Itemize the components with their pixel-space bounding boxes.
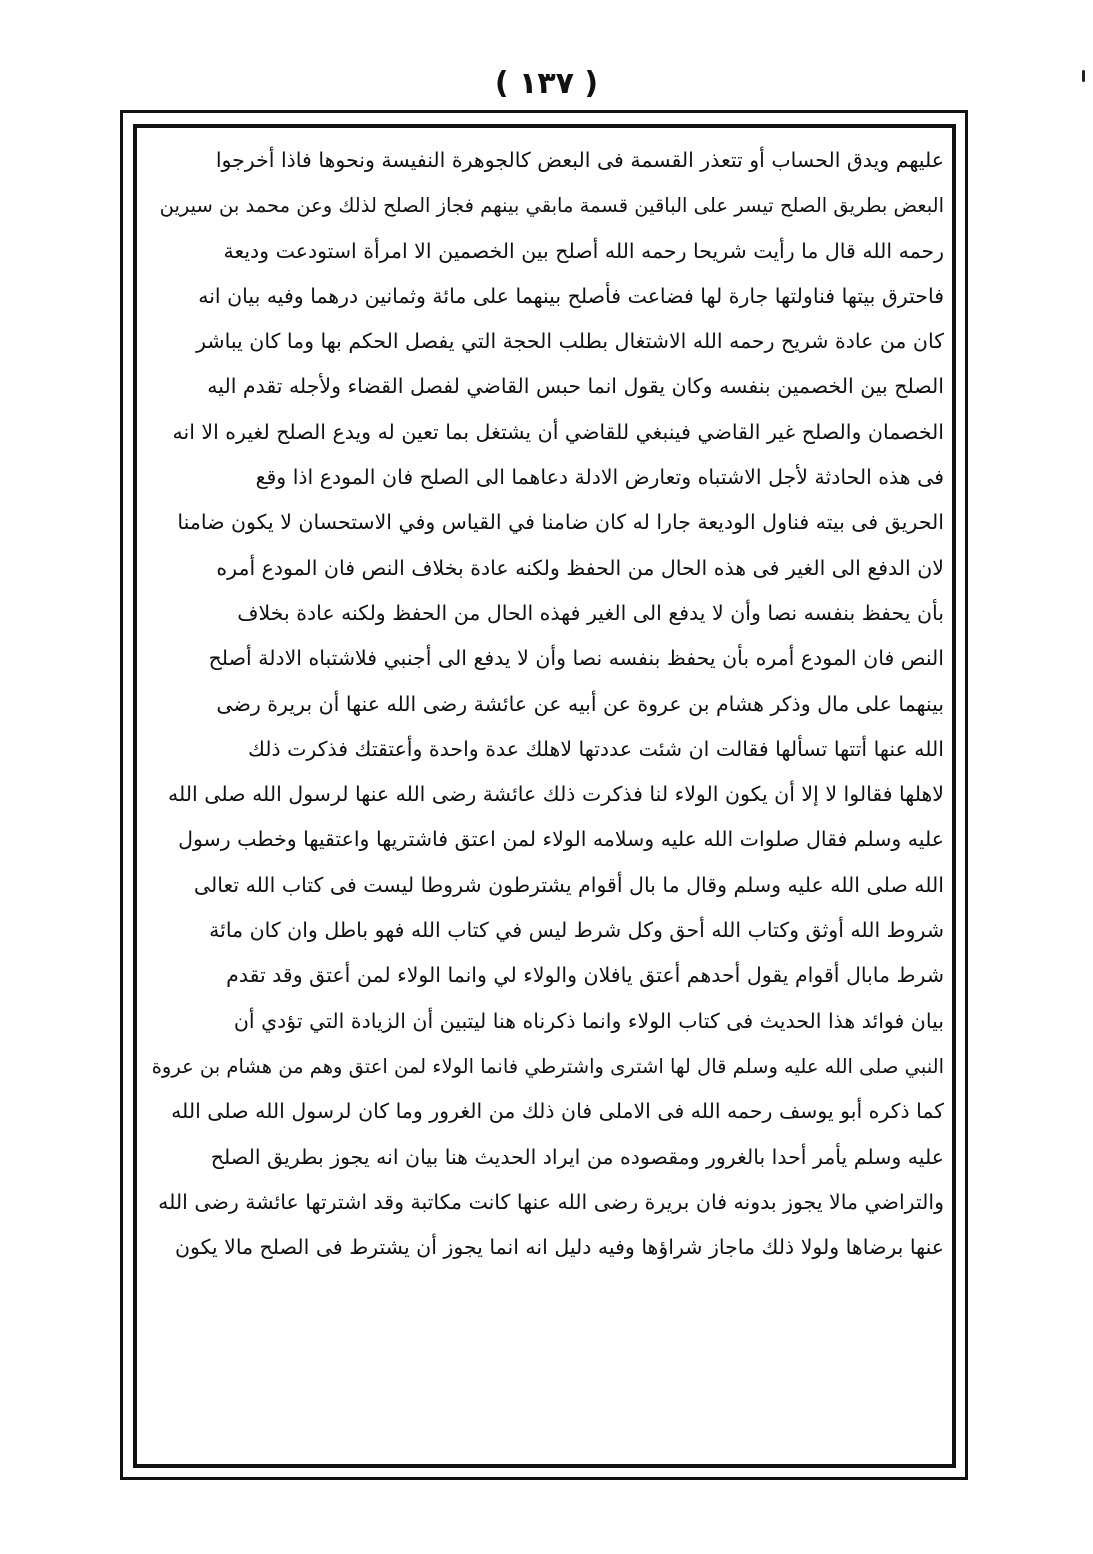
text-line: شرط مابال أقوام يقول أحدهم أعتق يافلان والولاء لي وانما الولاء لمن أعتق وقد تقدم: [226, 963, 944, 988]
body-text: [144, 138, 944, 1454]
text-line: بيان فوائد هذا الحديث فى كتاب الولاء وانما ذكرناه هنا ليتبين أن الزيادة التي تؤدي أن: [233, 1008, 944, 1033]
text-line: كما ذكره أبو يوسف رحمه الله فى الاملى فان ذلك من الغرور وما كان لرسول الله صلى الله: [171, 1099, 944, 1124]
text-line: فاحترق بيتها فناولتها جارة لها فضاعت فأصلح بينهما على مائة وثمانين درهما وفيه بيان انه: [198, 283, 944, 308]
text-line: بينهما على مال وذكر هشام بن عروة عن أبيه عن عائشة رضى الله عنها أن بريرة رضى: [216, 691, 944, 716]
text-line: عنها برضاها ولولا ذلك ماجاز شراؤها وفيه دليل انه انما يجوز أن يشترط فى الصلح مالا يكون: [174, 1235, 944, 1260]
text-line: الله صلى الله عليه وسلم وقال ما بال أقوام يشترطون شروطا ليست فى كتاب الله تعالى: [193, 872, 944, 897]
text-line: فى هذه الحادثة لأجل الاشتباه وتعارض الادلة دعاهما الى الصلح فان المودع اذا وقع: [255, 465, 944, 490]
text-line: رحمه الله قال ما رأيت شريحا رحمه الله أصلح بين الخصمين الا امرأة استودعت وديعة: [223, 238, 944, 263]
text-line: الحريق فى بيته فناول الوديعة جارا له كان ضامنا في القياس وفي الاستحسان لا يكون ضامنا: [177, 510, 944, 535]
text-line: عليه وسلم فقال صلوات الله عليه وسلامه الولاء لمن اعتق فاشتريها واعتقيها وخطب رسول: [178, 827, 944, 852]
text-line: البعض بطريق الصلح تيسر على الباقين قسمة مابقي بينهم فجاز الصلح لذلك وعن محمد بن سيرين: [159, 194, 944, 218]
text-line: النص فان المودع أمره بأن يحفظ بنفسه نصا وأن لا يدفع الى أجنبي فلاشتباه الادلة أصلح: [208, 646, 944, 671]
text-line: والتراضي مالا يجوز بدونه فان بريرة رضى الله عنها كانت مكاتبة وقد اشترتها عائشة رضى الله: [158, 1189, 944, 1214]
text-line: بأن يحفظ بنفسه نصا وأن لا يدفع الى الغير فهذه الحال من الحفظ ولكنه عادة بخلاف: [237, 600, 944, 625]
text-line: شروط الله أوثق وكتاب الله أحق وكل شرط ليس في كتاب الله فهو باطل وان كان مائة: [209, 918, 944, 943]
page-number: ( ١٣٧ ): [494, 66, 599, 101]
text-line: لاهلها فقالوا لا إلا أن يكون الولاء لنا فذكرت ذلك عائشة رضى الله عنها لرسول الله صلى الله: [168, 782, 944, 807]
text-line: الله عنها أتتها تسألها فقالت ان شئت عددتها لاهلك عدة واحدة وأعتقتك فذكرت ذلك: [247, 736, 944, 761]
text-line: الخصمان والصلح غير القاضي فينبغي للقاضي أن يشتغل بما تعين له ويدع الصلح لغيره الا انه: [172, 419, 944, 444]
text-line: لان الدفع الى الغير فى هذه الحال من الحفظ ولكنه عادة بخلاف النص فان المودع أمره: [216, 555, 944, 580]
text-line: عليهم ويدق الحساب أو تتعذر القسمة فى البعض كالجوهرة النفيسة ونحوها فاذا أخرجوا: [215, 148, 944, 172]
text-line: الصلح بين الخصمين بنفسه وكان يقول انما حبس القاضي لفصل القضاء ولأجله تقدم اليه: [207, 374, 944, 399]
text-line: عليه وسلم يأمر أحدا بالغرور ومقصوده من ايراد الحديث هنا بيان انه يجوز بطريق الصلح: [210, 1144, 944, 1169]
text-line: كان من عادة شريح رحمه الله الاشتغال بطلب الحجة التي يفصل الحكم بها وما كان يباشر: [196, 329, 944, 354]
text-line: النبي صلى الله عليه وسلم قال لها اشترى واشترطي فانما الولاء لمن اعتق وهم من هشام بن عروة: [151, 1054, 944, 1078]
